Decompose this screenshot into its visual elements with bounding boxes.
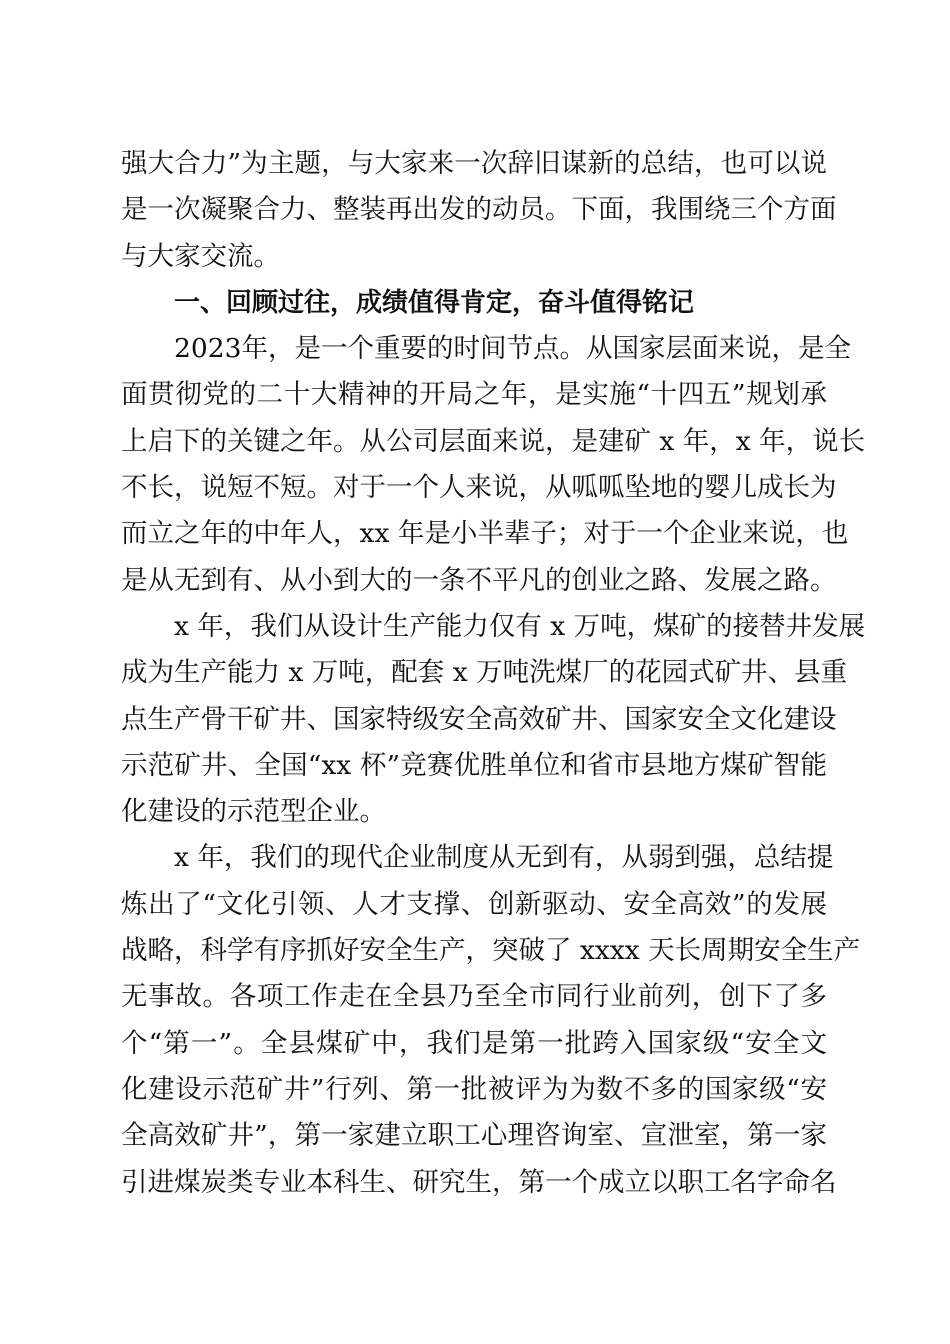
text-line: 战略，科学有序抓好安全生产，突破了 xxxx 天长周期安全生产 <box>121 935 861 967</box>
text-line: x 年，我们的现代企业制度从无到有，从弱到强，总结提 <box>174 842 834 874</box>
section-heading: 一、回顾过往，成绩值得肯定，奋斗值得铭记 <box>174 287 695 318</box>
text-line: 不长，说短不短。对于一个人来说，从呱呱坠地的婴儿成长为 <box>121 472 837 504</box>
paragraph-2 <box>121 604 866 835</box>
text-line: x 年，我们从设计生产能力仅有 x 万吨，煤矿的接替井发展 <box>174 610 866 642</box>
text-line: 点生产骨干矿井、国家特级安全高效矿井、国家安全文化建设 <box>121 703 837 735</box>
text-line: 全高效矿井”，第一家建立职工心理咨询室、宣泄室，第一家 <box>121 1120 827 1152</box>
text-line: 是从无到有、从小到大的一条不平凡的创业之路、发展之路。 <box>121 564 837 596</box>
text-line: 成为生产能力 x 万吨，配套 x 万吨洗煤厂的花园式矿井、县重 <box>121 657 848 689</box>
text-line: 无事故。各项工作走在全县乃至全市同行业前列，创下了多 <box>121 981 827 1013</box>
text-line: 而立之年的中年人，xx 年是小半辈子；对于一个企业来说，也 <box>121 518 849 550</box>
text-line: 引进煤炭类专业本科生、研究生，第一个成立以职工名字命名 <box>121 1166 837 1198</box>
paragraph-1 <box>121 326 866 604</box>
text-line: 强大合力”为主题，与大家来一次辞旧谋新的总结，也可以说 <box>121 148 827 179</box>
paragraph-3 <box>121 835 861 1205</box>
text-line: 与大家交流。 <box>121 240 280 272</box>
text-line: 2023年，是一个重要的时间节点。从国家层面来说，是全 <box>174 333 851 365</box>
text-line: 炼出了“文化引领、人才支撑、创新驱动、安全高效”的发展 <box>121 888 827 920</box>
text-line: 是一次凝聚合力、整装再出发的动员。下面，我围绕三个方面 <box>121 194 837 226</box>
intro-paragraph <box>121 141 837 280</box>
text-line: 个“第一”。全县煤矿中，我们是第一批跨入国家级“安全文 <box>121 1027 827 1059</box>
text-line: 化建设示范矿井”行列、第一批被评为为数不多的国家级“安 <box>121 1073 827 1105</box>
text-line: 示范矿井、全国“xx 杯”竞赛优胜单位和省市县地方煤矿智能 <box>121 749 827 781</box>
text-line: 化建设的示范型企业。 <box>121 796 386 828</box>
text-line: 面贯彻党的二十大精神的开局之年，是实施“十四五”规划承 <box>121 379 827 411</box>
text-line: 上启下的关键之年。从公司层面来说，是建矿 x 年，x 年，说长 <box>121 425 866 457</box>
document-body <box>121 141 866 1206</box>
